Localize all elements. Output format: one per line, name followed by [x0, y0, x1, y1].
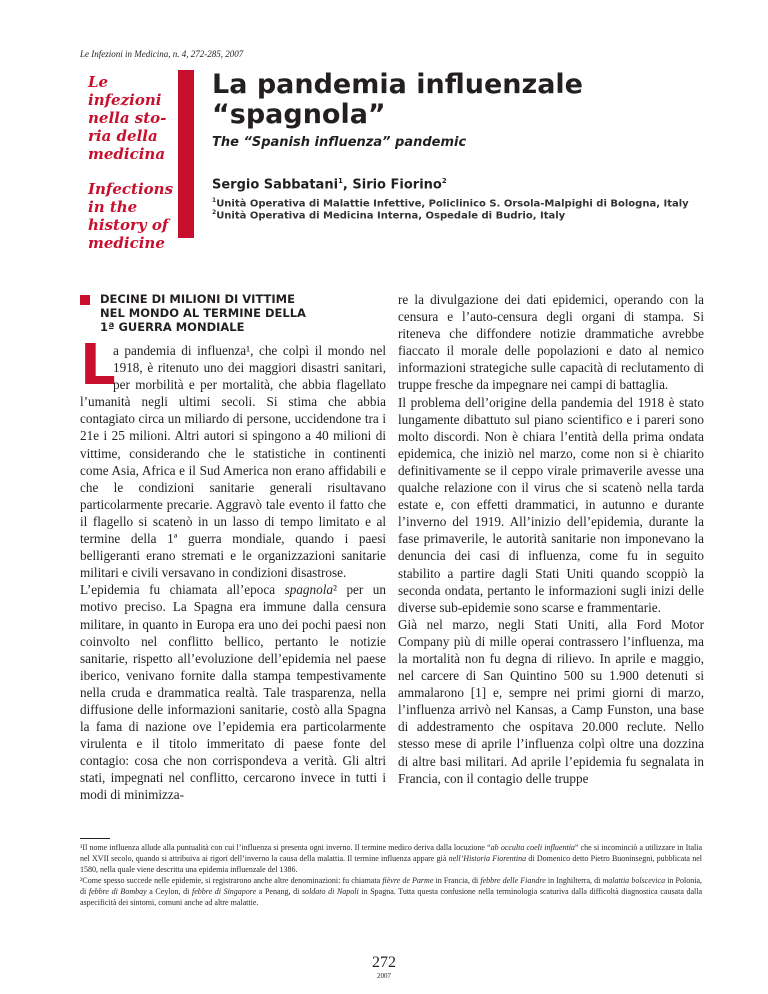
footnote-text: a Penang, di	[256, 887, 302, 896]
footnote-emphasis: febbre di Singapore	[192, 887, 257, 896]
footnote-emphasis: febbre delle Fiandre	[480, 876, 546, 885]
paragraph-text: a pandemia di influenza¹, che colpì il mondo nel 1918, è ritenuto uno dei maggiori disastri sanitari, per morbilità e per mortalità, che abbia flagellato l’umanità negli ultimi secoli. Si stima che abbia contagiato circa un miliardo di persone, uccidendone tra i 21e i 25 milioni. Altri autori si spingono a 40 milioni di vittime, considerando che le statistiche in continenti come Asia, Africa e il Sud America non erano affidabili e che le condizioni sanitarie generali risultavano particolarmente precarie. Aggravò tale evento il fatto che il flagello si scatenò in un lasso di tempo limitato e al termine della 1ª guerra mondiale, quando i paesi belligeranti erano stremati e le organizzazioni sanitarie militari e civili versavano in condizioni disastrose.	[80, 343, 386, 581]
footnote-text: in Inghilterra, di	[545, 876, 603, 885]
body-paragraph: re la divulgazione dei dati epidemici, operando con la censura e l’auto-censura degli organi di stampa. Si riteneva che diffondere notizie drammatiche avrebbe fiaccato il morale delle popolazioni e dato al nemico informazioni strategiche sulle capacità di reclutamento di truppe fresche da impegnare nei campi di battaglia.	[398, 292, 704, 393]
footnote-text: ²Come spesso succede nelle epidemie, si registrarono anche altre denominazioni: fu chiamata	[80, 876, 383, 885]
author-name: Sirio Fiorino	[352, 177, 442, 193]
page-number: 272	[372, 954, 396, 971]
footnote-text: in Spagna. Tutta questa confusione nella terminologia scaturiva dalla difficoltà diagnostica causata dalla aspecificità dei sintomi, comuni anche ad altre malattie.	[80, 887, 703, 907]
footnote-text: ¹Il nome influenza allude alla puntualità con cui l’influenza si presenta ogni inverno. Il termine medico deriva dalla locuzione “	[80, 843, 491, 852]
paragraph-text: L’epidemia fu chiamata all’epoca	[80, 582, 285, 598]
affiliation-mark: 2	[441, 177, 447, 185]
affiliation-text: Unità Operativa di Malattie Infettive, Policlinico S. Orsola-Malpighi di Bologna, Italy	[216, 198, 689, 210]
footnote-text: a Ceylon, di	[146, 887, 192, 896]
affiliation-mark: 2	[212, 209, 217, 216]
footnote-text: in Francia, di	[433, 876, 481, 885]
affiliation-mark: 1	[212, 197, 217, 204]
section-marker	[80, 295, 90, 305]
side-label-english: Infections in the history of medicine	[88, 180, 174, 252]
drop-cap: L	[80, 333, 116, 398]
body-column-left	[80, 333, 386, 804]
article-title: La pandemia influenzale “spagnola”	[212, 69, 583, 130]
footnote-emphasis: fièvre de Parme	[382, 876, 434, 885]
paragraph-text: ² per un motivo preciso. La Spagna era immune dalla censura militare, in quanto in Europa era uno dei pochi paesi non coinvolto nel conflitto bellico, pertanto le notizie sanitarie, rispetto all’evoluzione dell’epidemia nel paese iberico, venivano fornite dalla stampa tempestivamente nella cruda e drammatica realtà. Tale trasparenza, nella diffusione delle informazioni sanitarie, costò alla Spagna la fama di nazione ove l’epidemia era particolarmente virulenta e il titolo immeritato di paese fonte del contagio: cosa che non corrispondeva a verità. Gli altri stati, impegnati nel conflitto, cercarono invece in tutti i modi di minimizza-	[80, 582, 386, 803]
affiliation	[212, 209, 565, 221]
footnote-text: di Domenico detto Pietro Buoninsegni, pubblicata nel 1580, nella quale viene descritta una epidemia influenzale del 1386.	[80, 854, 702, 874]
body-paragraph	[80, 333, 386, 581]
page-year: 2007	[377, 972, 391, 980]
footnote-rule	[80, 838, 110, 839]
footnote	[80, 875, 702, 908]
affiliation-mark: 1	[338, 177, 343, 185]
footnote-emphasis: malattia bolscevica	[602, 876, 666, 885]
footnote-text: in Polonia, di	[80, 876, 703, 896]
affiliation	[212, 197, 689, 209]
affiliation-text: Unità Operativa di Medicina Interna, Ospedale di Budrio, Italy	[216, 210, 566, 222]
footnote-emphasis: febbre di Bombay	[88, 887, 147, 896]
author-separator: ,	[342, 177, 353, 193]
footnote-emphasis: ab occulta coeli influentia	[490, 843, 575, 852]
author-name: Sergio Sabbatani	[212, 177, 339, 193]
running-head: Le Infezioni in Medicina, n. 4, 272-285, 2007	[80, 49, 244, 59]
body-column-right	[398, 291, 704, 787]
footnotes	[80, 842, 702, 908]
body-paragraph: Già nel marzo, negli Stati Uniti, alla Ford Motor Company più di mille operai contrassero l’influenza, ma la mortalità non fu degna di rilievo. In aprile e maggio, nel carcere di San Quintino 500 su 1.900 detenuti si ammalarono [1] e, sempre nei primi giorni di marzo, l’influenza arrivò nel Kansas, a Camp Funston, una base di addestramento che ospitava 20.000 reclute. Nello stesso mese di aprile l’influenza colpì oltre una dozzina di altre basi militari. Ad aprile l’epidemia fu segnalata in Francia, con il contagio delle truppe	[398, 616, 704, 786]
footnote-emphasis: soldato di Napoli	[301, 887, 359, 896]
footnote-emphasis: nell’Historia Fiorentina	[448, 854, 527, 863]
footnote	[80, 842, 702, 875]
article-subtitle: The “Spanish influenza” pandemic	[212, 135, 467, 150]
accent-bar	[178, 70, 194, 238]
body-paragraph: Il problema dell’origine della pandemia del 1918 è stato lungamente dibattuto sul piano scientifico e i pareri sono molto discordi. Non è chiara l’entità della prima ondata epidemica, che iniziò nel marzo, come non si è chiarito definitivamente se il ceppo virale primaverile avesse una qualche relazione con il virus che si scatenò nella tarda estate e, con effetti drammatici, in autunno e durante l’inverno del 1919. All’inizio dell’epidemia, durante la fase primaverile, le autorità sanitarie non imponevano la denuncia dei casi di influenza, come fu in seguito stabilito a partire dagli Stati Uniti quando scoppiò la seconda ondata, pertanto le informazioni sugli inizi delle diverse sub-epidemie sono scarse e frammentarie.	[398, 394, 704, 615]
body-paragraph	[80, 581, 386, 803]
author-line	[212, 177, 447, 192]
emphasis-term: spagnola	[284, 582, 333, 598]
section-heading: DECINE DI MILIONI DI VITTIME NEL MONDO AL TERMINE DELLA 1ª GUERRA MONDIALE	[100, 292, 306, 334]
side-label-italian: Le infezioni nella sto-ria della medicina	[88, 73, 167, 163]
footnote-text: ” che si incominciò a utilizzare in Italia nel XVII secolo, quando si attribuiva ai rigori dell’inverno la causa della malattia. Il termine influenza appare già	[80, 843, 703, 863]
